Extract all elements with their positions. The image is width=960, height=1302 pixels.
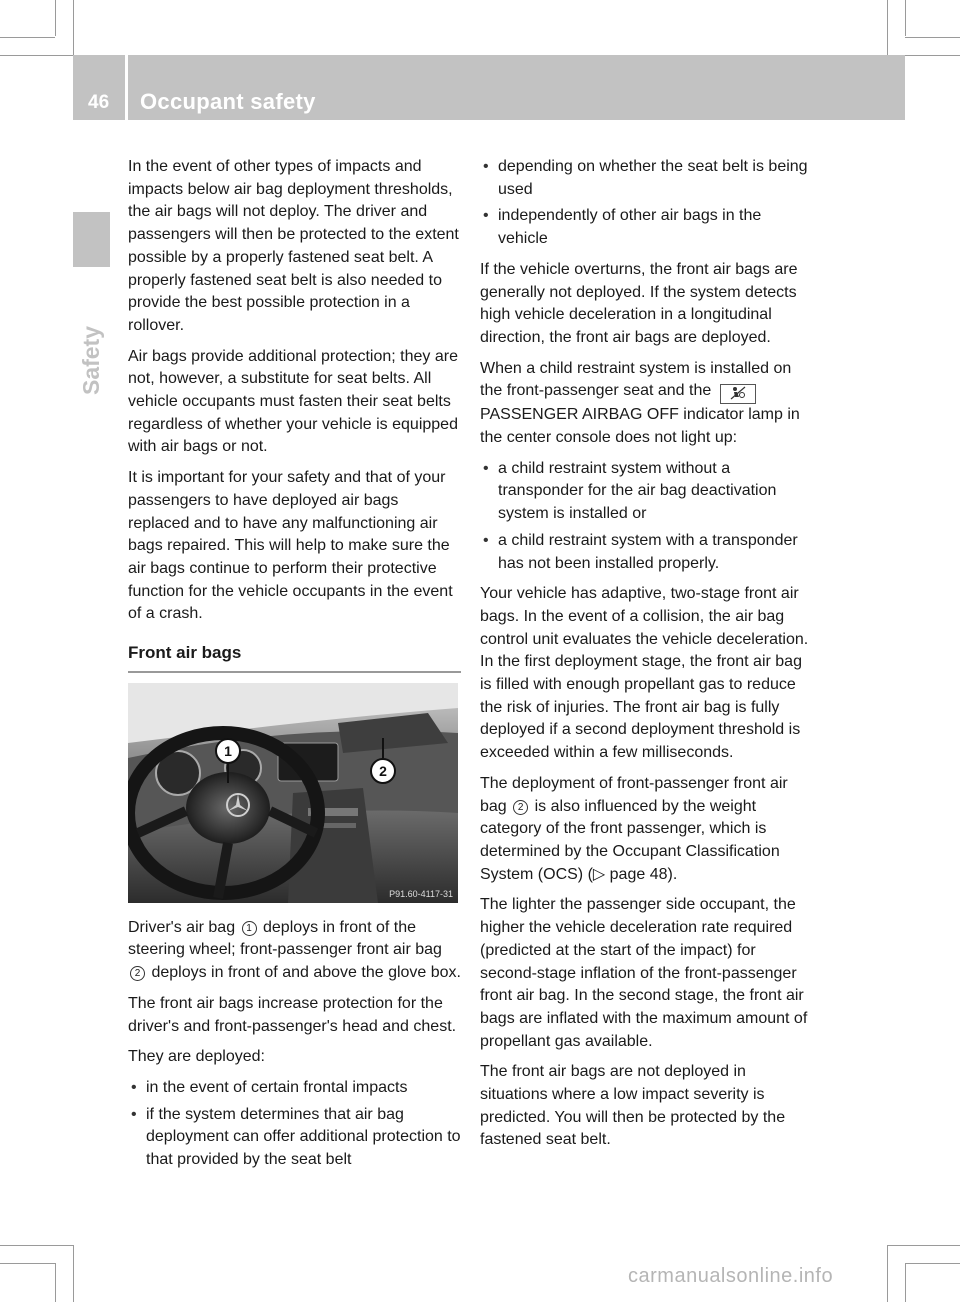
crop-mark — [905, 37, 960, 38]
crop-mark — [905, 1263, 960, 1264]
watermark: carmanualsonline.info — [628, 1265, 834, 1287]
right-column — [480, 156, 814, 1160]
paragraph: If the vehicle overturns, the front air bags are generally not deployed. If the system detects high vehicle deceleration in a longitudinal direction, the front air bags are deployed. — [480, 260, 798, 346]
dashboard-illustration — [128, 683, 458, 903]
crop-mark — [887, 0, 888, 55]
side-tab — [73, 212, 110, 267]
crop-mark — [55, 0, 56, 36]
page-reference-link[interactable]: page 48). — [609, 865, 678, 883]
list-item: • depending on whether the seat belt is being used — [480, 156, 814, 201]
airbag-off-icon — [720, 384, 756, 404]
paragraph: The front air bags are not deployed in situations where a low impact severity is predicted. You will then be protected by the fastened seat belt. — [480, 1063, 786, 1149]
section-title: Front air bags — [128, 642, 461, 673]
bullet-list — [480, 458, 814, 576]
paragraph-text: When a child restraint system is installed on the front-passenger seat and the — [480, 359, 792, 400]
crop-mark — [887, 1245, 888, 1302]
crop-mark — [0, 1245, 73, 1246]
side-label — [70, 300, 114, 420]
header-divider — [125, 55, 128, 120]
crop-mark — [905, 55, 960, 56]
crop-mark — [73, 0, 74, 55]
list-item: • in the event of certain frontal impacts — [128, 1077, 461, 1100]
paragraph: The lighter the passenger side occupant, the higher the vehicle deceleration rate required (predicted at the start of the impact) for second-stage inflation of the front-passenger front air bag. In the second stage, the front air bags are inflated with the maximum amount of propellant gas available. — [480, 896, 808, 1050]
crop-mark — [905, 1263, 906, 1302]
list-item: • independently of other air bags in the vehicle — [480, 205, 814, 250]
paragraph — [480, 358, 814, 450]
list-item: • a child restraint system without a transponder for the air bag deactivation system is installed or — [480, 458, 814, 526]
page-number: 46 — [88, 92, 110, 113]
page-title: Occupant safety — [140, 89, 316, 114]
list-item: • if the system determines that air bag deployment can offer additional protection to that provided by the seat belt — [128, 1104, 461, 1172]
caption-text: Driver's air bag — [128, 918, 236, 936]
figure-callout-2: 2 — [379, 762, 387, 779]
paragraph: The front air bags increase protection for the driver's and front-passenger's head and chest. — [128, 994, 457, 1035]
side-label-text: Safety — [78, 325, 105, 395]
paragraph: Your vehicle has adaptive, two-stage front air bags. In the event of a collision, the air bag control unit evaluates the vehicle deceleration. In the first deployment stage, the front air bag is filled with enough propellant gas to reduce the risk of injuries. The front air bag is fully deployed if a second deployment threshold is exceeded within a few milliseconds. — [480, 585, 809, 762]
paragraph: Air bags provide additional protection; they are not, however, a substitute for seat belts. All vehicle occupants must fasten their seat belts regardless of whether your vehicle is equipped with air bags or not. — [128, 347, 458, 456]
crop-mark — [0, 37, 55, 38]
figure-callout-1: 1 — [224, 742, 232, 759]
paragraph — [480, 773, 814, 887]
bullet-list — [128, 1077, 461, 1172]
airbag-off-glyph — [730, 386, 746, 400]
caption-text: deploys in front of and above the glove box. — [151, 964, 461, 982]
paragraph: They are deployed: — [128, 1048, 265, 1066]
crop-mark — [0, 1263, 55, 1264]
caption-text: deploys in front of the steering wheel; front-passenger front air bag — [128, 918, 442, 959]
paragraph-text: PASSENGER AIRBAG OFF indicator lamp in the center console does not light up: — [480, 406, 800, 447]
left-column — [128, 156, 461, 1180]
dashboard-figure — [128, 683, 458, 903]
page-ref-arrow-icon: ▷ — [592, 865, 606, 883]
figure-caption — [128, 917, 461, 985]
crop-mark — [905, 0, 906, 36]
crop-mark — [55, 1263, 56, 1302]
list-item: • a child restraint system with a transponder has not been installed properly. — [480, 530, 814, 575]
callout-1-icon: 1 — [242, 921, 257, 936]
paragraph-text: is also influenced by the weight category of the front passenger, which is determined by the Occupant Classification System (OCS) ( — [480, 797, 780, 883]
figure-code: P91.60-4117-31 — [389, 888, 453, 899]
crop-mark — [887, 1245, 960, 1246]
paragraph-text: The deployment of front-passenger front air bag — [480, 774, 788, 815]
crop-mark — [0, 55, 73, 56]
crop-mark — [73, 1245, 74, 1302]
callout-2-icon: 2 — [513, 800, 528, 815]
paragraph: In the event of other types of impacts and impacts below air bag deployment thresholds, the air bags will not deploy. The driver and passengers will then be protected to the extent possible by a properly fastened seat belt. A properly fastened seat belt is also needed to provide the best possible protection in a rollover. — [128, 158, 459, 334]
bullet-list — [480, 156, 814, 251]
callout-2-icon: 2 — [130, 966, 145, 981]
paragraph: It is important for your safety and that of your passengers to have deployed air bags replaced and to have any malfunctioning air bags repaired. This will help to make sure the air bags continue to perform their protective function for the vehicle occupants in the event of a crash. — [128, 469, 453, 623]
